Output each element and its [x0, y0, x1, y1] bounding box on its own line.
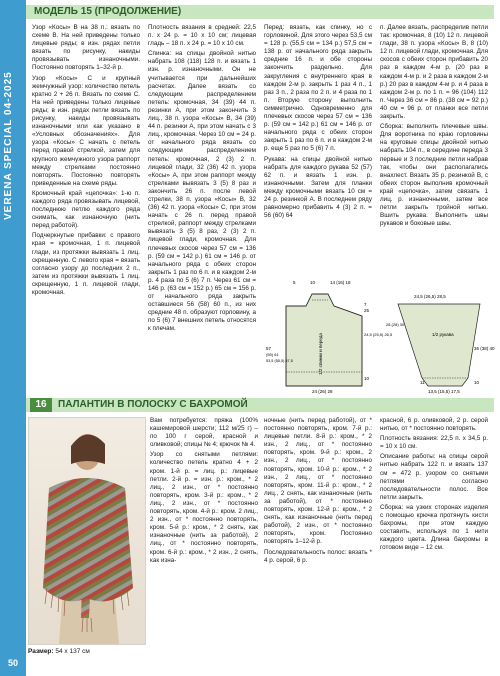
sleeves-text: Рукава: на спицы двойной нитью набрать для каждого рукава 52 (57) 62 п. и вязать 1 изн. р. изнаночными. Затем для планки между кромочными вязать 10 см = 24 р. резинкой А. В последнем ряду равномерно прибавить 4 (3) 2 п. = 56 (60) 64: [264, 155, 372, 220]
gauge-text: Плотность вязания в средней: 22,5 п. x 24 р. = 10 x 10 см; лицевая гладь – 18 п. x 24 р. = 10 x 10 см.: [148, 24, 256, 48]
label-sleeve-bottom: 13,5 (15,5) 17,5: [428, 389, 460, 394]
label-7: 7: [364, 302, 367, 307]
pattern-c-text: Узор «Косы» С и крупный жемчужный узор: количество петель кратно 2 + 26 п. Вязать по схеме С. На ней приведены только лицевые ряды; в изн. рядах петли вязать по рисунку, накиды провязывать изнаночными или как указано в «Условных обозначениях». Для узора «Косы» С начать с петель перед правой стрелкой, затем для крупного жемчужного узора раппорт между стрелками постоянно повторять. Постоянно повторять приведенные на схеме ряды.: [32, 74, 140, 187]
pattern-b-text: Узор «Косы» В на 38 п.: вязать по схеме В. На ней приведены только лицевые ряды; в изн. рядах петли вязать по рисунку, накиды провязывать изнаночными. Постоянно повторять 1–32-й р.: [32, 24, 140, 72]
section-title-1: МОДЕЛЬ 15 (ПРОДОЛЖЕНИЕ): [34, 6, 182, 17]
work-description-text: Описание работы: на спицы серой нитью набрать 122 п. и вязать 137 см = 472 р. узором со снятыми петлями согласно последовательности полос. Все петли закрыть.: [380, 453, 488, 501]
size-value: 54 x 137 см: [55, 648, 90, 655]
back-text: Спинка: на спицы двойной нитью набрать 108 (118) 128 п. и вязать 1 изн. р. изнаночными. Он не учитывается при дальнейших расчетах. Далее вязать со следующим распределением петель: кромочная, 34 (39) 44 п. резинки А, при этом закончить 3 лиц., 38 п. узора «Косы» В, 34 (39) 44 п. резинки А, при этом начать с 3 лиц., кромочная. Через 10 см = 24 р. от начального ряда вязать со следующим распределением петель: кромочная, 2 (3) 2 п. лицевой глади, 32 (36) 42 п. узора «Косы» А, при этом раппорт между стрелками вывязать 3 (5) 8 раз и закончить 26 п. после левой стрелки, 38 п. узора «Косы» В, 32 (36) 42 п. узора «Косы» С, при этом начать с 26 п. перед правой стрелкой, раппорт между стрелками вывязать 3 (5) 8 раз, 2 (3) 2 п. лицевой глади, кромочная. Для плечевых скосов через 57 см = 136 р. (59 см = 142 р.) 61 см = 146 р. от начального ряда с обеих сторон закрыть 1 раз по 6 п. и в каждом 2-м р. 4 раза по 5 (6) 7 п. Через 61 см = 146 р. (63 см = 152 р.) 65 см = 156 р. от начального ряда закрыть оставшиеся 56 (58) 60 п., из них средние 48 п. образуют горловину, а по 5 (6) 7 внешних петель относятся к плечам.: [148, 50, 256, 333]
size-caption: [28, 648, 90, 655]
stripe-sequence-text: Последовательность полос: вязать * 4 р. серой, 6 р.: [264, 548, 372, 564]
label-sleeve-side: 26 (28) 30: [386, 322, 405, 327]
slip-stitch-continued-text: ночные (нить перед работой), от * постоянно повторять, кром. 7-й р.: лицевые петли. 8-й р.: кром., * 2 изн., 2 лиц., от * постоянно повторять, кром. 9-й р.: кром., 2 изн., 2 лиц., от * постоянно повторять, кром. 10-й р.: кром., * 2 изн., 2 лиц., от * постоянно повторять, кром. 11-й р.: кром., * 2 лиц., 2 снять, как изнаночные (нить за работой), от * постоянно повторять, кром. 12-й р.: кром., * 2 снять, как изнаночные (нить перед работой), 2 изн., от * постоянно повторять, кром. Постоянно повторять 1–12-й р.: [264, 417, 372, 546]
label-half-back-front: 1/2 спинки и переда: [318, 333, 323, 375]
column-7: [380, 417, 488, 555]
shawl-gauge-text: Плотность вязания: 22,5 п. x 34,5 р. = 10 x 10 см.: [380, 435, 488, 451]
label-5: 5: [293, 280, 296, 285]
column-2: [148, 24, 256, 336]
materials-text: Вам потребуется: пряжа (100% кашемировой шерсти; 112 м/25 г) – по 100 г серой, красной и оливковой; спицы № 4; крючок № 4.: [150, 417, 258, 449]
increases-text: Подчеркнутые прибавки: с правого края = кромочная, 1 п. лицевой глади, из протяжки вывязать 1 лиц. скрещенную. С левого края = вязать согласно узору до последних 2 п., затем из протяжки вывязать 1 лиц. скрещенную, 1 п. лицевой глади, кромочная.: [32, 232, 140, 296]
label-57: 57: [266, 346, 272, 351]
label-53-5: 53,5 (55,5) 57,5: [266, 359, 293, 363]
column-6: [264, 417, 372, 567]
label-width: 24 (26) 28: [312, 389, 333, 394]
label-armhole: 24,5 (25,5) 26,5: [364, 332, 393, 337]
column-1: [32, 24, 140, 299]
column-4: [380, 24, 488, 230]
model-number: 16: [30, 398, 52, 412]
column-5: [150, 417, 258, 567]
chain-edge-text: Кромочный край «цепочка»: 1-ю п. каждого ряда провязывать лицевой, последнюю петлю каждого ряда снимать, как изнаночную (нить перед работой).: [32, 189, 140, 230]
size-label: Размер:: [28, 648, 54, 655]
slip-stitch-text: Узор со снятыми петлями: количество петель кратно 4 + 2 кром. 1-й р. = лиц. р.: лицевые петли. 2-й р. = изн. р.: кром., * 2 лиц., 2 изн., от * постоянно повторять, кром. 3-й р.: кром., * 2 лиц., 2 изн., от * постоянно повторять, кром. 4-й р.: кром. 2 лиц., 2 изн., от * постоянно повторять, кром. 5-й р.: кром., * 2 снять, как изнаночные (нить за работой), 2 лиц., от * постоянно повторять, кром. 6-й р.: кром., * 2 изн., 2 снять, как изна-: [150, 451, 258, 564]
label-shoulder: 14 (16) 18: [330, 280, 351, 285]
section-header-2: [26, 398, 494, 412]
shawl-photo: [28, 417, 146, 645]
column-3: [264, 24, 372, 222]
sleeve-outline: [398, 304, 480, 386]
sleeves-continued-text: п. Далее вязать, распределив петли так: кромочная, 8 (10) 12 п. лицевой глади, 38 п. узора «Косы» В, 8 (10) 12 п. лицевой глади, кромочная. Для скосов с обеих сторон прибавить 20 раз в каждом 4-м р. (20 раз в каждом 4-м р. и 2 раза в каждом 2-м р.) 20 раз в каждом 4-м р. и 4 раза в каждом 2-м р. по 1 п. = 96 (104) 112 п. Через 36 см = 86 р. (38 см = 92 р.) 40 см = 96 р. от планки все петли закрыть.: [380, 24, 488, 121]
section-header-1: [26, 5, 494, 19]
label-10-bottom: 10: [364, 376, 370, 381]
spine: [0, 0, 26, 676]
label-59-61: (59) 61: [266, 352, 279, 357]
front-text: Перед: вязать, как спинку, но с горловиной. Для этого через 53,5 см = 128 р. (55,5 см = 134 р.) 57,5 см = 138 р. от начального ряда закрыть средние 16 п. и обе стороны закончить раздельно. Для закругления с внутреннего края в каждом 2-м р. закрыть 1 раз 4 п., 1 раз 3 п., 2 раза по 2 п. и 4 раза по 1 п. Вторую сторону выполнить симметрично. Одновременно для плечевых скосов через 57 см = 136 р. (59 см = 142 р.) 61 см = 146 р. от начального ряда с обеих сторон закрыть 1 раз по 6 п. и в каждом 2-м р. еще 5 раз по 5 (6) 7 п.: [264, 24, 372, 153]
body-schematic: [264, 276, 393, 394]
label-half-sleeve: 1/2 рукава: [432, 332, 454, 337]
label-sleeve-length: 36 (38) 40: [474, 346, 495, 351]
magazine-brand: VERENA SPECIAL 04-2025: [3, 71, 14, 220]
shawl-assembly-text: Сборка: на узких сторонах изделия с помощью крючка протянуть кисти бахромы, при этом каждую составить, используя по 1 нити каждого цвета. Длина бахромы в готовом виде – 12 см.: [380, 503, 488, 552]
section-title-2: ПАЛАНТИН В ПОЛОСКУ С БАХРОМОЙ: [58, 399, 248, 410]
assembly-text: Сборка: выполнить плечевые швы. Для воротника по краю горловины на круговые спицы двойной нитью набрать 104 п., в середине переда 3 первые и 3 последние петли набрав так, чтобы они располагались внахлест. Вязать 35 р. резинкой В, с обеих сторон выполнив кромочный край «цепочка», затем связать 1 лиц. р. изнаночными, затем все петли закрыть тройной нитью. Вшить рукава. Выполнить швы рукавов и боковые швы.: [380, 123, 488, 228]
label-25: 25: [364, 308, 370, 313]
page-number: 50: [7, 658, 18, 668]
label-11: 11: [420, 380, 425, 385]
label-sleeve-top: 24,5 (26,5) 28,5: [414, 294, 446, 299]
sleeve-schematic: [384, 290, 496, 394]
label-cuff: 10: [474, 380, 480, 385]
stripe-sequence-continued-text: красной, 6 р. оливковой, 2 р. серой нитью, от * постоянно повторять.: [380, 417, 488, 433]
label-10: 10: [310, 280, 316, 285]
